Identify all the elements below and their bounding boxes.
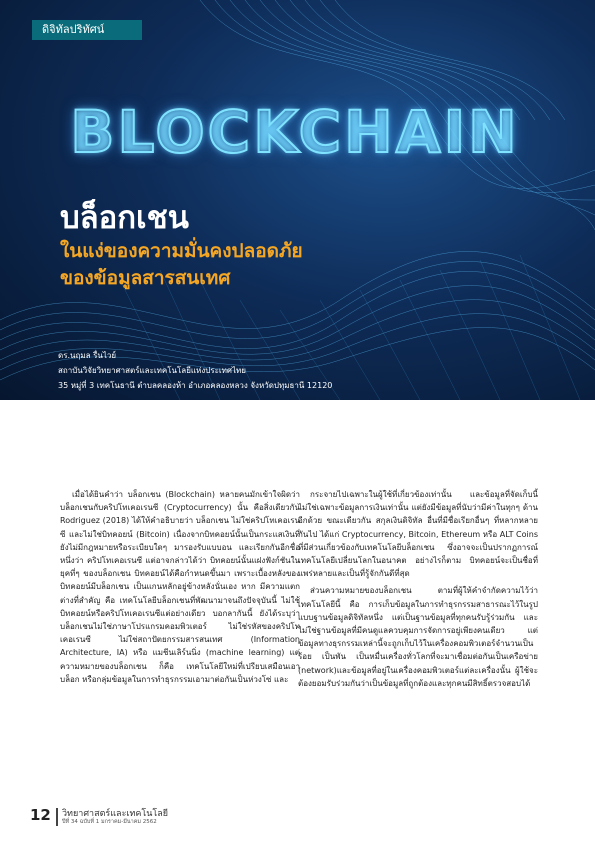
article-subtitle (60, 238, 303, 292)
section-tag: ดิจิทัลปริทัศน์ (32, 20, 142, 40)
paragraph: เมื่อได้ยินคำว่า บล็อกเชน (Blockchain) หลายคนมักเข้าใจผิดว่า บล็อกเชนกับคริปโทเคอเรนซี (Cryptocurrency) นั้น คือสิ่งเดียวกัน Rodriguez (2018) ได้ให้คำอธิบายว่า บล็อกเชน ไม่ใช่คริปโทเคอเรนซี และไม่ใช่บิทคอยน์ (Bitcoin) เนื่องจากบิทคอยน์นั้นเป็นกระแสเงินที่ยังไม่มีกฎหมายหรือระเบียบใดๆ มารองรับแบบอน และเรียกกันอีกชื่อหนึ่งว่า คริปโทเคอเรนซี แต่อาจกล่าวได้ว่า บิทคอยน์นั้นแฝงฟังก์ชันในยุคที่ๆ ของบล็อกเชน บิทคอยน์ได้คือกำหนดขึ้นมา เพราะเบื้องหลังของบิทคอยน์มีบล็อกเชน เป็นแกนหลักอยู่ข้างหลังนั่นเอง หาก มีความแตกต่างที่สำคัญ คือ เทคโนโลยีบล็อกเชนที่พัฒนามาจนถึงปัจจุบันนี้ ไม่ใช้บิทคอยน์หรือคริปโทเคอเรนซีแต่อย่างเดียว บอกลากันนี้ ยังได้ระบุว่า บล็อกเชนไม่ใช่ภาษาโปรแกรมคอมพิวเตอร์ ไม่ใช่รหัสของคริปโทเคอเรนซี ไม่ใช่สถาปัตยกรรมสารสนเทศ (Information Architecture, IA) หรือ แมชีนเลิร์นนิ่ง (machine learning) แต่ความหมายของบล็อกเชน ก็คือ เทคโนโลยีใหม่ที่เปรียบเสมือนเอาบล็อก หรือกลุ่มข้อมูลในการทำธุรกรรมเอามาต่อกันเป็นห่วงโซ่ และ (60, 490, 300, 684)
author-affiliation: สถาบันวิจัยวิทยาศาสตร์และเทคโนโลยีแห่งประเทศไทย (58, 366, 246, 375)
page-number: 12 (30, 806, 51, 824)
hero-word: BLOCKCHAIN (70, 98, 520, 166)
author-address: 35 หมู่ที่ 3 เทคโนธานี ตำบลคลองห้า อำเภอคลองหลวง จังหวัดปทุมธานี 12120 (58, 381, 333, 390)
paragraph: กระจายไปเฉพาะในผู้ใช้ที่เกี่ยวข้องเท่านั้น และข้อมูลที่จัดเก็บนี้ ไม่ใช่เฉพาะข้อมูลการเงินเท่านั้น แต่ยังมีข้อมูลที่นับว่ามีค่าในทุกๆ ด้านอีกด้วย ขณะเดียวกัน สกุลเงินดิจิทัล อื่นที่มีชื่อเรียกอื่นๆ ที่หลากหลายกันไป ได้แก่ Cryptocurrency, Bitcoin, Ethereum หรือ ALT Coins ที่มีส่วนเกี่ยวข้องกับเทคโนโลยีบล็อกเชน ซึ่งอาจจะเป็นปรากฏการณ์เทคโนโลยีเปลี่ยนโลกในอนาคต อย่างไรก็ตาม บิทคอยน์จะเป็นชื่อที่แพร่หลายและเป็นที่รู้จักกันดีที่สุด (298, 490, 538, 579)
article-title: บล็อกเชน (60, 200, 189, 236)
journal-name: วิทยาศาสตร์และเทคโนโลยี (62, 809, 169, 819)
issue-info: ปีที่ 34 ฉบับที่ 1 มกราคม-มีนาคม 2562 (62, 819, 157, 825)
body-column-right (298, 488, 538, 694)
author-block (58, 348, 332, 393)
subtitle-line: ในแง่ของความมั่นคงปลอดภัย (60, 240, 303, 262)
footer-divider (56, 808, 58, 826)
body-column-left (60, 488, 300, 690)
author-name: ดร.นฤมล รื่นไวย์ (58, 351, 117, 360)
hero-banner (0, 0, 595, 400)
paragraph: ส่วนความหมายของบล็อกเชน ตามที่ผู้ให้คำจำกัดความไว้ว่าเทคโนโลยีนี้ คือ การเก็บข้อมูลในการทำธุรกรรมสาธารณะไว้ในรูปแบบฐานข้อมูลดิจิทัลหนึ่ง แต่เป็นฐานข้อมูลที่ทุกคนรับรู้ร่วมกัน และไม่ใช่ฐานข้อมูลที่มีคนดูแลควบคุมการจัดการอยู่เพียงคนเดียว แต่ข้อมูลทางธุรกรรมเหล่านี้จะถูกเก็บไว้ในเครื่องคอมพิวเตอร์จำนวนเป็นร้อย เป็นพัน เป็นหมื่นเครื่องทั่วโลกที่จะมาเชื่อมต่อกันเป็นเครือข่าย (network)และข้อมูลที่อยู่ในเครื่องคอมพิวเตอร์แต่ละเครื่องนั้น ผู้ใช้จะต้องยอมรับร่วมกันว่าเป็นข้อมูลที่ถูกต้องและทุกคนมีสิทธิ์ตรวจสอบได้ (298, 586, 538, 688)
subtitle-line: ของข้อมูลสารสนเทศ (60, 267, 231, 289)
